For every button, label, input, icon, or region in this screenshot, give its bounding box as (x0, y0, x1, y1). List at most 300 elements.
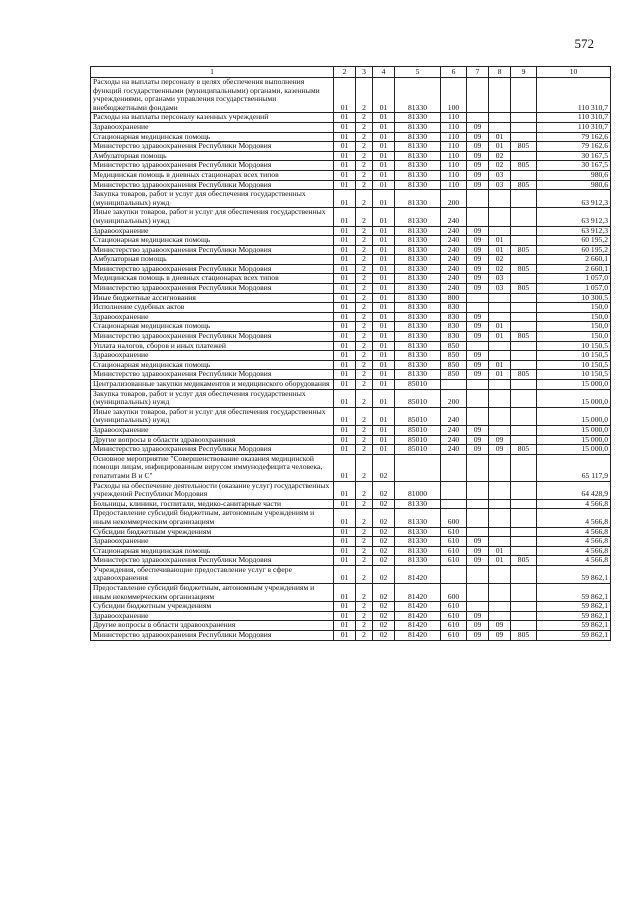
target-code-cell: 85010 (395, 435, 441, 445)
program-code-cell: 01 (373, 370, 395, 380)
chapter-code-cell (467, 499, 489, 509)
row-name-cell: Исполнение судебных актов (91, 303, 334, 313)
program-code-cell: 01 (373, 113, 395, 123)
expense-type-cell: 610 (441, 611, 467, 621)
amount-cell: 15 000,0 (537, 425, 611, 435)
expense-type-cell: 110 (441, 161, 467, 171)
program-code-cell: 01 (373, 132, 395, 142)
subchapter-code-cell (489, 481, 511, 499)
section-code-cell: 01 (334, 303, 356, 313)
table-row (91, 293, 611, 303)
subchapter-code-cell: 09 (489, 621, 511, 631)
program-code-cell: 01 (373, 445, 395, 455)
subsection-code-cell: 2 (356, 293, 373, 303)
budget-table-container (90, 66, 610, 641)
column-header: 6 (441, 67, 467, 78)
table-row (91, 351, 611, 361)
amount-cell: 4 566,8 (537, 537, 611, 547)
subchapter-code-cell (489, 499, 511, 509)
subchapter-code-cell: 09 (489, 445, 511, 455)
expense-type-cell: 610 (441, 537, 467, 547)
column-header: 1 (91, 67, 334, 78)
ministry-code-cell (511, 499, 537, 509)
subchapter-code-cell (489, 351, 511, 361)
row-name-cell: Субсидии бюджетным учреждениям (91, 527, 334, 537)
section-code-cell: 01 (334, 556, 356, 566)
chapter-code-cell (467, 481, 489, 499)
row-name-cell: Другие вопросы в области здравоохранения (91, 621, 334, 631)
target-code-cell: 85010 (395, 407, 441, 425)
ministry-code-cell: 805 (511, 631, 537, 641)
row-name-cell: Централизованные закупки медикаментов и медицинского оборудования (91, 380, 334, 390)
amount-cell: 1 057,0 (537, 274, 611, 284)
target-code-cell: 81330 (395, 370, 441, 380)
expense-type-cell: 110 (441, 170, 467, 180)
chapter-code-cell (467, 341, 489, 351)
section-code-cell: 01 (334, 293, 356, 303)
row-name-cell: Министерство здравоохранения Республики Мордовия (91, 180, 334, 190)
table-row (91, 161, 611, 171)
amount-cell: 4 566,8 (537, 499, 611, 509)
column-header: 9 (511, 67, 537, 78)
page-number: 572 (574, 36, 594, 51)
subchapter-code-cell (489, 208, 511, 226)
program-code-cell: 02 (373, 546, 395, 556)
expense-type-cell: 610 (441, 546, 467, 556)
column-header: 8 (489, 67, 511, 78)
table-row (91, 380, 611, 390)
program-code-cell: 01 (373, 161, 395, 171)
row-name-cell: Здравоохранение (91, 537, 334, 547)
section-code-cell: 01 (334, 380, 356, 390)
ministry-code-cell (511, 113, 537, 123)
section-code-cell: 01 (334, 312, 356, 322)
section-code-cell: 01 (334, 389, 356, 407)
amount-cell: 10 150,5 (537, 351, 611, 361)
subchapter-code-cell: 01 (489, 132, 511, 142)
ministry-code-cell (511, 132, 537, 142)
program-code-cell: 02 (373, 565, 395, 583)
expense-type-cell: 240 (441, 407, 467, 425)
table-row (91, 546, 611, 556)
section-code-cell: 01 (334, 208, 356, 226)
subsection-code-cell: 2 (356, 341, 373, 351)
amount-cell: 1 057,0 (537, 284, 611, 294)
row-name-cell: Здравоохранение (91, 312, 334, 322)
amount-cell: 60 195,2 (537, 236, 611, 246)
table-row (91, 425, 611, 435)
subsection-code-cell: 2 (356, 132, 373, 142)
amount-cell: 980,6 (537, 170, 611, 180)
row-name-cell: Иные закупки товаров, работ и услуг для обеспечения государственных (муниципальных) нужд (91, 208, 334, 226)
target-code-cell: 81420 (395, 611, 441, 621)
ministry-code-cell: 805 (511, 445, 537, 455)
program-code-cell: 01 (373, 407, 395, 425)
subchapter-code-cell (489, 341, 511, 351)
section-code-cell: 01 (334, 274, 356, 284)
subchapter-code-cell (489, 537, 511, 547)
chapter-code-cell: 09 (467, 236, 489, 246)
ministry-code-cell (511, 537, 537, 547)
row-name-cell: Уплата налогов, сборов и иных платежей (91, 341, 334, 351)
program-code-cell: 01 (373, 190, 395, 208)
subsection-code-cell: 2 (356, 445, 373, 455)
subchapter-code-cell (489, 425, 511, 435)
expense-type-cell: 830 (441, 332, 467, 342)
table-row (91, 226, 611, 236)
row-name-cell: Иные бюджетные ассигнования (91, 293, 334, 303)
program-code-cell: 01 (373, 226, 395, 236)
amount-cell: 4 566,8 (537, 546, 611, 556)
table-row (91, 556, 611, 566)
subsection-code-cell: 2 (356, 389, 373, 407)
section-code-cell: 01 (334, 445, 356, 455)
target-code-cell: 81330 (395, 332, 441, 342)
amount-cell: 980,6 (537, 180, 611, 190)
table-row (91, 208, 611, 226)
section-code-cell: 01 (334, 584, 356, 602)
row-name-cell: Министерство здравоохранения Республики Мордовия (91, 445, 334, 455)
row-name-cell: Стационарная медицинская помощь (91, 132, 334, 142)
program-code-cell: 01 (373, 312, 395, 322)
section-code-cell: 01 (334, 236, 356, 246)
chapter-code-cell: 09 (467, 556, 489, 566)
expense-type-cell: 240 (441, 445, 467, 455)
subchapter-code-cell (489, 602, 511, 612)
row-name-cell: Здравоохранение (91, 351, 334, 361)
target-code-cell: 81330 (395, 226, 441, 236)
amount-cell: 65 117,9 (537, 454, 611, 481)
subsection-code-cell: 2 (356, 556, 373, 566)
target-code-cell: 81330 (395, 556, 441, 566)
subsection-code-cell: 2 (356, 621, 373, 631)
table-row (91, 565, 611, 583)
target-code-cell: 81420 (395, 631, 441, 641)
amount-cell: 10 150,5 (537, 360, 611, 370)
ministry-code-cell (511, 226, 537, 236)
program-code-cell: 01 (373, 274, 395, 284)
chapter-code-cell: 09 (467, 142, 489, 152)
amount-cell: 30 167,5 (537, 161, 611, 171)
expense-type-cell: 610 (441, 621, 467, 631)
row-name-cell: Стационарная медицинская помощь (91, 236, 334, 246)
program-code-cell: 01 (373, 380, 395, 390)
subchapter-code-cell: 09 (489, 435, 511, 445)
subsection-code-cell: 2 (356, 611, 373, 621)
subchapter-code-cell: 03 (489, 284, 511, 294)
section-code-cell: 01 (334, 161, 356, 171)
ministry-code-cell (511, 380, 537, 390)
target-code-cell: 81330 (395, 509, 441, 527)
ministry-code-cell: 805 (511, 332, 537, 342)
table-row (91, 180, 611, 190)
chapter-code-cell: 09 (467, 546, 489, 556)
chapter-code-cell: 09 (467, 435, 489, 445)
row-name-cell: Медицинская помощь в дневных стационарах всех типов (91, 274, 334, 284)
ministry-code-cell: 805 (511, 142, 537, 152)
table-row (91, 370, 611, 380)
program-code-cell: 02 (373, 499, 395, 509)
table-row (91, 151, 611, 161)
subchapter-code-cell: 01 (489, 236, 511, 246)
amount-cell: 10 150,5 (537, 341, 611, 351)
subchapter-code-cell (489, 78, 511, 113)
subchapter-code-cell: 09 (489, 631, 511, 641)
section-code-cell: 01 (334, 264, 356, 274)
amount-cell: 10 150,5 (537, 370, 611, 380)
amount-cell: 150,0 (537, 303, 611, 313)
ministry-code-cell (511, 170, 537, 180)
target-code-cell: 81330 (395, 274, 441, 284)
row-name-cell: Расходы на обеспечение деятельности (оказание услуг) государственных учреждений Республики Мордовия (91, 481, 334, 499)
program-code-cell: 02 (373, 621, 395, 631)
table-row (91, 509, 611, 527)
subsection-code-cell: 2 (356, 435, 373, 445)
expense-type-cell: 850 (441, 360, 467, 370)
expense-type-cell: 110 (441, 122, 467, 132)
table-row (91, 341, 611, 351)
target-code-cell: 85010 (395, 389, 441, 407)
section-code-cell: 01 (334, 170, 356, 180)
ministry-code-cell (511, 341, 537, 351)
program-code-cell: 02 (373, 537, 395, 547)
program-code-cell: 01 (373, 303, 395, 313)
chapter-code-cell: 09 (467, 170, 489, 180)
chapter-code-cell: 09 (467, 284, 489, 294)
expense-type-cell: 200 (441, 389, 467, 407)
amount-cell: 2 660,1 (537, 264, 611, 274)
subsection-code-cell: 2 (356, 546, 373, 556)
subsection-code-cell: 2 (356, 537, 373, 547)
amount-cell: 64 428,9 (537, 481, 611, 499)
chapter-code-cell: 09 (467, 445, 489, 455)
expense-type-cell: 240 (441, 255, 467, 265)
section-code-cell: 01 (334, 631, 356, 641)
target-code-cell: 81330 (395, 312, 441, 322)
section-code-cell: 01 (334, 142, 356, 152)
ministry-code-cell (511, 425, 537, 435)
row-name-cell: Министерство здравоохранения Республики Мордовия (91, 370, 334, 380)
table-row (91, 264, 611, 274)
program-code-cell: 02 (373, 631, 395, 641)
program-code-cell: 01 (373, 360, 395, 370)
expense-type-cell: 610 (441, 527, 467, 537)
table-row (91, 142, 611, 152)
target-code-cell: 81330 (395, 293, 441, 303)
subsection-code-cell: 2 (356, 303, 373, 313)
program-code-cell: 01 (373, 332, 395, 342)
target-code-cell: 85010 (395, 425, 441, 435)
amount-cell: 59 862,1 (537, 631, 611, 641)
ministry-code-cell (511, 360, 537, 370)
table-row (91, 132, 611, 142)
program-code-cell: 02 (373, 556, 395, 566)
table-row (91, 454, 611, 481)
expense-type-cell: 240 (441, 425, 467, 435)
amount-cell: 15 000,0 (537, 380, 611, 390)
amount-cell: 15 000,0 (537, 389, 611, 407)
table-row (91, 621, 611, 631)
column-header: 7 (467, 67, 489, 78)
target-code-cell: 81330 (395, 499, 441, 509)
chapter-code-cell (467, 78, 489, 113)
table-row (91, 303, 611, 313)
subsection-code-cell: 2 (356, 161, 373, 171)
ministry-code-cell (511, 435, 537, 445)
subsection-code-cell: 2 (356, 264, 373, 274)
expense-type-cell: 110 (441, 113, 467, 123)
expense-type-cell: 240 (441, 226, 467, 236)
amount-cell: 10 300,5 (537, 293, 611, 303)
amount-cell: 4 566,8 (537, 509, 611, 527)
program-code-cell: 01 (373, 151, 395, 161)
table-row (91, 407, 611, 425)
row-name-cell: Министерство здравоохранения Республики Мордовия (91, 284, 334, 294)
target-code-cell: 81330 (395, 360, 441, 370)
table-row (91, 584, 611, 602)
amount-cell: 63 912,3 (537, 208, 611, 226)
row-name-cell: Субсидии бюджетным учреждениям (91, 602, 334, 612)
chapter-code-cell: 09 (467, 631, 489, 641)
target-code-cell: 81330 (395, 527, 441, 537)
section-code-cell: 01 (334, 611, 356, 621)
ministry-code-cell (511, 78, 537, 113)
row-name-cell: Здравоохранение (91, 425, 334, 435)
expense-type-cell: 850 (441, 351, 467, 361)
ministry-code-cell (511, 407, 537, 425)
ministry-code-cell (511, 190, 537, 208)
section-code-cell: 01 (334, 245, 356, 255)
target-code-cell: 81330 (395, 264, 441, 274)
amount-cell: 59 862,1 (537, 584, 611, 602)
row-name-cell: Министерство здравоохранения Республики Мордовия (91, 142, 334, 152)
row-name-cell: Министерство здравоохранения Республики Мордовия (91, 264, 334, 274)
ministry-code-cell (511, 509, 537, 527)
target-code-cell: 81330 (395, 322, 441, 332)
table-row (91, 389, 611, 407)
expense-type-cell (441, 565, 467, 583)
column-header: 10 (537, 67, 611, 78)
ministry-code-cell (511, 208, 537, 226)
program-code-cell: 01 (373, 389, 395, 407)
amount-cell: 59 862,1 (537, 565, 611, 583)
section-code-cell: 01 (334, 481, 356, 499)
subsection-code-cell: 2 (356, 122, 373, 132)
subchapter-code-cell: 02 (489, 161, 511, 171)
ministry-code-cell (511, 312, 537, 322)
subsection-code-cell: 2 (356, 631, 373, 641)
amount-cell: 15 000,0 (537, 445, 611, 455)
chapter-code-cell: 09 (467, 161, 489, 171)
target-code-cell: 81330 (395, 142, 441, 152)
table-row (91, 312, 611, 322)
expense-type-cell (441, 499, 467, 509)
section-code-cell: 01 (334, 255, 356, 265)
subchapter-code-cell: 02 (489, 255, 511, 265)
subsection-code-cell: 2 (356, 499, 373, 509)
row-name-cell: Министерство здравоохранения Республики Мордовия (91, 245, 334, 255)
chapter-code-cell: 09 (467, 132, 489, 142)
subsection-code-cell: 2 (356, 602, 373, 612)
subchapter-code-cell (489, 122, 511, 132)
row-name-cell: Министерство здравоохранения Республики Мордовия (91, 161, 334, 171)
amount-cell: 59 862,1 (537, 611, 611, 621)
expense-type-cell: 830 (441, 322, 467, 332)
expense-type-cell: 800 (441, 293, 467, 303)
subchapter-code-cell: 01 (489, 332, 511, 342)
amount-cell: 4 566,8 (537, 556, 611, 566)
program-code-cell: 02 (373, 509, 395, 527)
ministry-code-cell (511, 151, 537, 161)
subchapter-code-cell: 01 (489, 360, 511, 370)
subsection-code-cell: 2 (356, 284, 373, 294)
expense-type-cell: 110 (441, 132, 467, 142)
expense-type-cell (441, 481, 467, 499)
subchapter-code-cell: 03 (489, 274, 511, 284)
section-code-cell: 01 (334, 78, 356, 113)
target-code-cell: 81330 (395, 546, 441, 556)
section-code-cell: 01 (334, 370, 356, 380)
target-code-cell: 81330 (395, 284, 441, 294)
target-code-cell: 81330 (395, 255, 441, 265)
target-code-cell: 81330 (395, 236, 441, 246)
amount-cell: 60 195,2 (537, 245, 611, 255)
section-code-cell: 01 (334, 332, 356, 342)
target-code-cell (395, 454, 441, 481)
expense-type-cell: 240 (441, 274, 467, 284)
target-code-cell: 81330 (395, 190, 441, 208)
subsection-code-cell: 2 (356, 351, 373, 361)
ministry-code-cell (511, 621, 537, 631)
subsection-code-cell: 2 (356, 332, 373, 342)
program-code-cell: 01 (373, 351, 395, 361)
program-code-cell: 01 (373, 142, 395, 152)
row-name-cell: Закупка товаров, работ и услуг для обеспечения государственных (муниципальных) нужд (91, 190, 334, 208)
expense-type-cell: 240 (441, 245, 467, 255)
amount-cell: 79 162,6 (537, 142, 611, 152)
chapter-code-cell (467, 584, 489, 602)
ministry-code-cell (511, 527, 537, 537)
subsection-code-cell: 2 (356, 190, 373, 208)
amount-cell: 150,0 (537, 312, 611, 322)
amount-cell: 59 862,1 (537, 602, 611, 612)
expense-type-cell: 850 (441, 341, 467, 351)
chapter-code-cell: 09 (467, 180, 489, 190)
section-code-cell: 01 (334, 454, 356, 481)
subchapter-code-cell: 01 (489, 370, 511, 380)
chapter-code-cell: 09 (467, 351, 489, 361)
subsection-code-cell: 2 (356, 180, 373, 190)
row-name-cell: Амбулаторная помощь (91, 255, 334, 265)
subchapter-code-cell (489, 565, 511, 583)
column-header: 4 (373, 67, 395, 78)
amount-cell: 2 660,1 (537, 255, 611, 265)
expense-type-cell: 110 (441, 151, 467, 161)
program-code-cell: 01 (373, 425, 395, 435)
subsection-code-cell: 2 (356, 312, 373, 322)
subchapter-code-cell: 03 (489, 180, 511, 190)
ministry-code-cell (511, 454, 537, 481)
table-row (91, 611, 611, 621)
target-code-cell: 81420 (395, 602, 441, 612)
expense-type-cell: 610 (441, 556, 467, 566)
program-code-cell: 01 (373, 245, 395, 255)
target-code-cell: 81330 (395, 537, 441, 547)
row-name-cell: Закупка товаров, работ и услуг для обеспечения государственных (муниципальных) нужд (91, 389, 334, 407)
table-row (91, 190, 611, 208)
chapter-code-cell (467, 407, 489, 425)
table-row (91, 122, 611, 132)
